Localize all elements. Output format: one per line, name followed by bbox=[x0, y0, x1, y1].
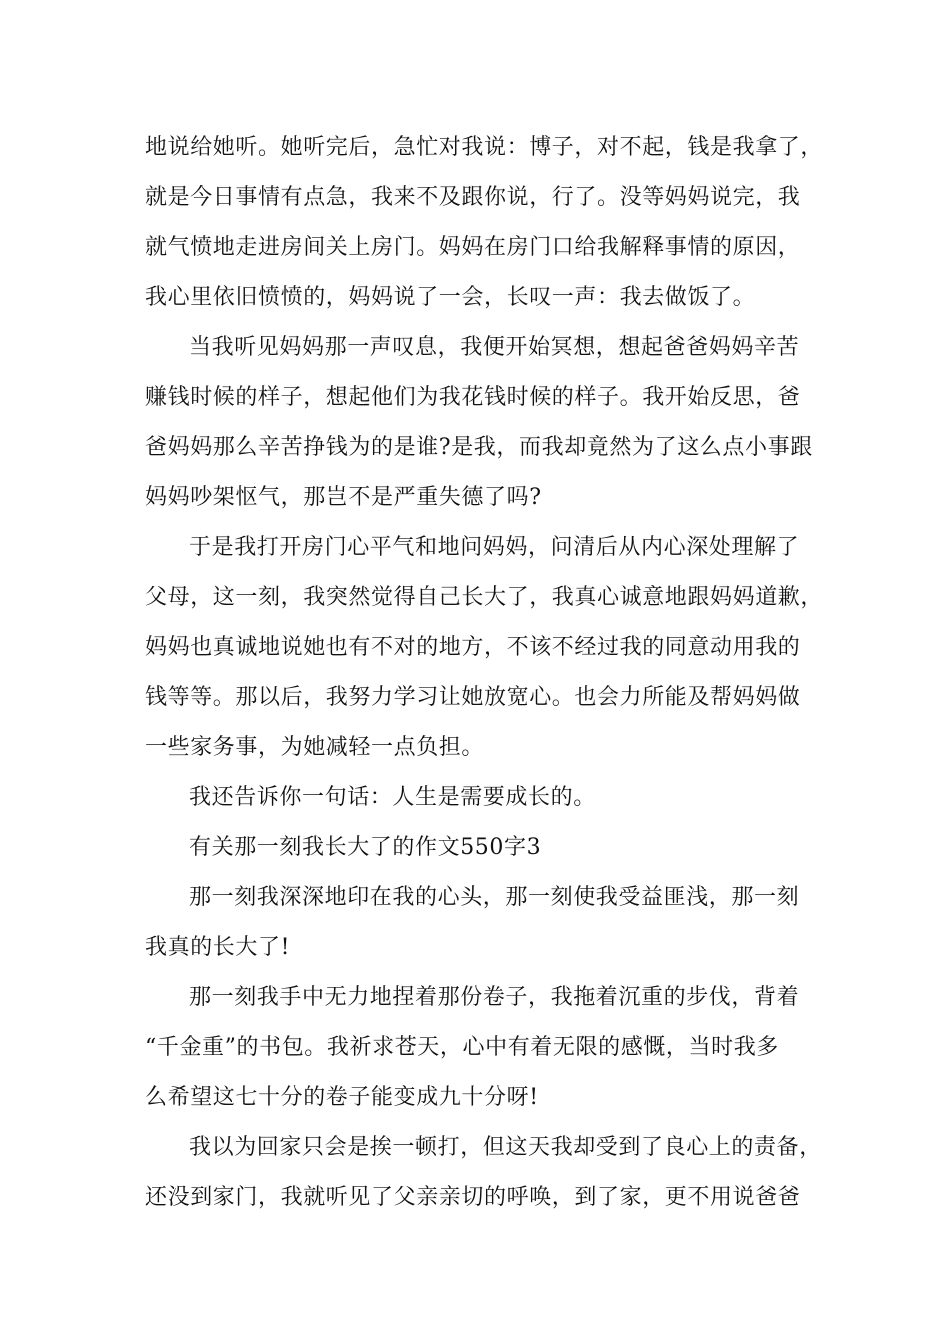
text-line: 就气愤地走进房间关上房门。妈妈在房门口给我解释事情的原因， bbox=[145, 235, 801, 260]
paragraph-first-line: 我还告诉你一句话：人生是需要成长的。 bbox=[189, 785, 596, 810]
section-heading: 有关那一刻我长大了的作文550字3 bbox=[189, 835, 542, 860]
text-line: 妈妈也真诚地说她也有不对的地方，不该不经过我的同意动用我的 bbox=[145, 635, 801, 660]
text-line: “千金重”的书包。我祈求苍天，心中有着无限的感慨，当时我多 bbox=[145, 1035, 779, 1060]
text-line: 妈妈吵架怄气，那岂不是严重失德了吗? bbox=[145, 485, 542, 510]
text-line: 我真的长大了! bbox=[145, 935, 291, 960]
text-line: 地说给她听。她听完后，急忙对我说：博子，对不起，钱是我拿了， bbox=[145, 135, 824, 160]
text-line: 还没到家门，我就听见了父亲亲切的呼唤，到了家，更不用说爸爸 bbox=[145, 1185, 801, 1210]
paragraph-first-line: 那一刻我手中无力地捏着那份卷子，我拖着沉重的步伐，背着 bbox=[189, 985, 800, 1010]
text-line: 就是今日事情有点急，我来不及跟你说，行了。没等妈妈说完，我 bbox=[145, 185, 801, 210]
text-line: 爸妈妈那么辛苦挣钱为的是谁?是我，而我却竟然为了这么点小事跟 bbox=[145, 435, 813, 460]
paragraph-first-line: 于是我打开房门心平气和地问妈妈，问清后从内心深处理解了 bbox=[189, 535, 800, 560]
text-line: 么希望这七十分的卷子能变成九十分呀! bbox=[145, 1085, 539, 1110]
text-line: 父母，这一刻，我突然觉得自己长大了，我真心诚意地跟妈妈道歉， bbox=[145, 585, 824, 610]
paragraph-first-line: 我以为回家只会是挨一顿打，但这天我却受到了良心上的责备， bbox=[189, 1135, 822, 1160]
text-line: 赚钱时候的样子，想起他们为我花钱时候的样子。我开始反思，爸 bbox=[145, 385, 801, 410]
paragraph-first-line: 当我听见妈妈那一声叹息，我便开始冥想，想起爸爸妈妈辛苦 bbox=[189, 335, 800, 360]
text-line: 钱等等。那以后，我努力学习让她放宽心。也会力所能及帮妈妈做 bbox=[145, 685, 801, 710]
document-body bbox=[145, 123, 835, 1223]
paragraph-first-line: 那一刻我深深地印在我的心头，那一刻使我受益匪浅，那一刻 bbox=[189, 885, 800, 910]
text-line: 我心里依旧愤愤的，妈妈说了一会，长叹一声：我去做饭了。 bbox=[145, 285, 756, 310]
text-line: 一些家务事，为她减轻一点负担。 bbox=[145, 735, 485, 760]
